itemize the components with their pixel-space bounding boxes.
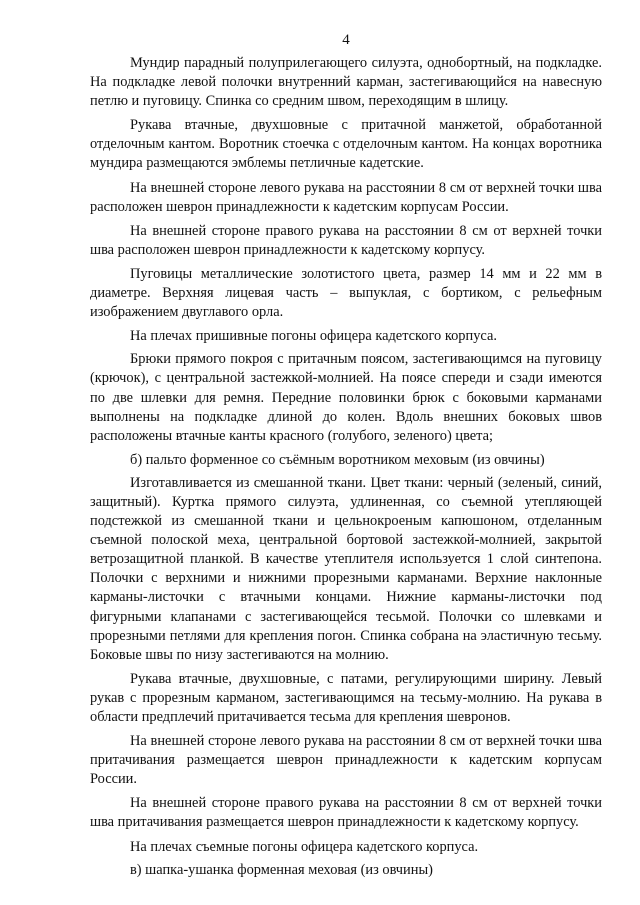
paragraph-coat-sleeves: Рукава втачные, двухшовные, с патами, регулирующими ширину. Левый рукав с прорезным карманом, застегивающимся на тесьму-молнию. На рукава в области предплечий притачивается тесьма для крепления шевронов. bbox=[90, 670, 602, 725]
paragraph-buttons: Пуговицы металлические золотистого цвета, размер 14 мм и 22 мм в диаметре. Верхняя лицевая часть – выпуклая, с бортиком, с рельефным изображением двуглавого орла. bbox=[90, 265, 602, 321]
paragraph-trousers: Брюки прямого покроя с притачным поясом, застегивающимся на пуговицу (крючок), с центральной застежкой-молнией. На поясе спереди и сзади имеются по две шлевки для ремня. Передние половинки брюк с боковыми карманами выполнены на подкладке длиной до колен. Вдоль внешних боковых швов расположены втачные канты красного (голубого, зеленого) цвета; bbox=[90, 351, 602, 444]
paragraph-coat-heading: б) пальто форменное со съёмным воротником меховым (из овчины) bbox=[130, 451, 545, 468]
paragraph-uniform-description: Мундир парадный полуприлегающего силуэта, однобортный, на подкладке. На подкладке левой полочки внутренний карман, застегивающийся на навесную петлю и пуговицу. Спинка со средним швом, переходящим в шлицу. bbox=[90, 55, 602, 110]
document-page bbox=[90, 0, 602, 884]
paragraph-left-sleeve-chevron: На внешней стороне левого рукава на расстоянии 8 см от верхней точки шва расположен шеврон принадлежности к кадетским корпусам России. bbox=[90, 179, 602, 215]
paragraph-coat-left-chevron: На внешней стороне левого рукава на расстоянии 8 см от верхней точки шва притачивания размещается шеврон принадлежности к кадетским корпусам России. bbox=[90, 733, 602, 788]
paragraph-uniform-sleeves-collar: Рукава втачные, двухшовные с притачной манжетой, обработанной отделочным кантом. Воротник стоечка с отделочным кантом. На концах воротника мундира размещаются эмблемы петличные кадетские. bbox=[90, 117, 602, 172]
paragraph-coat-shoulder-straps: На плечах съемные погоны офицера кадетского корпуса. bbox=[130, 838, 479, 855]
paragraph-right-sleeve-chevron: На внешней стороне правого рукава на расстоянии 8 см от верхней точки шва расположен шеврон принадлежности к кадетскому корпусу. bbox=[90, 222, 602, 258]
paragraph-coat-right-chevron: На внешней стороне правого рукава на расстоянии 8 см от верхней точки шва притачивания размещается шеврон принадлежности к кадетскому корпусу. bbox=[90, 795, 602, 831]
page-number: 4 bbox=[342, 32, 350, 48]
paragraph-hat-heading: в) шапка-ушанка форменная меховая (из овчины) bbox=[130, 861, 433, 878]
paragraph-shoulder-straps: На плечах пришивные погоны офицера кадетского корпуса. bbox=[130, 328, 497, 345]
paragraph-coat-description: Изготавливается из смешанной ткани. Цвет ткани: черный (зеленый, синий, защитный). Куртка прямого силуэта, удлиненная, со съемной утепляющей подстежкой из смешанной ткани и цельнокроеным капюшоном, отделанным съемной полоской меха, центральной бортовой застежкой-молнией, закрытой ветрозащитной планкой. В качестве утеплителя используется 1 слой синтепона. Полочки с верхними и нижними прорезными карманами. Верхние наклонные карманы-листочки с втачными концами. Нижние карманы-листочки под фигурными клапанами с застегивающейся тесьмой. Полочки со шлевками и прорезными петлями для крепления погон. Спинка собрана на эластичную тесьму. Боковые швы по низу застегиваются на молнию. bbox=[90, 474, 602, 663]
